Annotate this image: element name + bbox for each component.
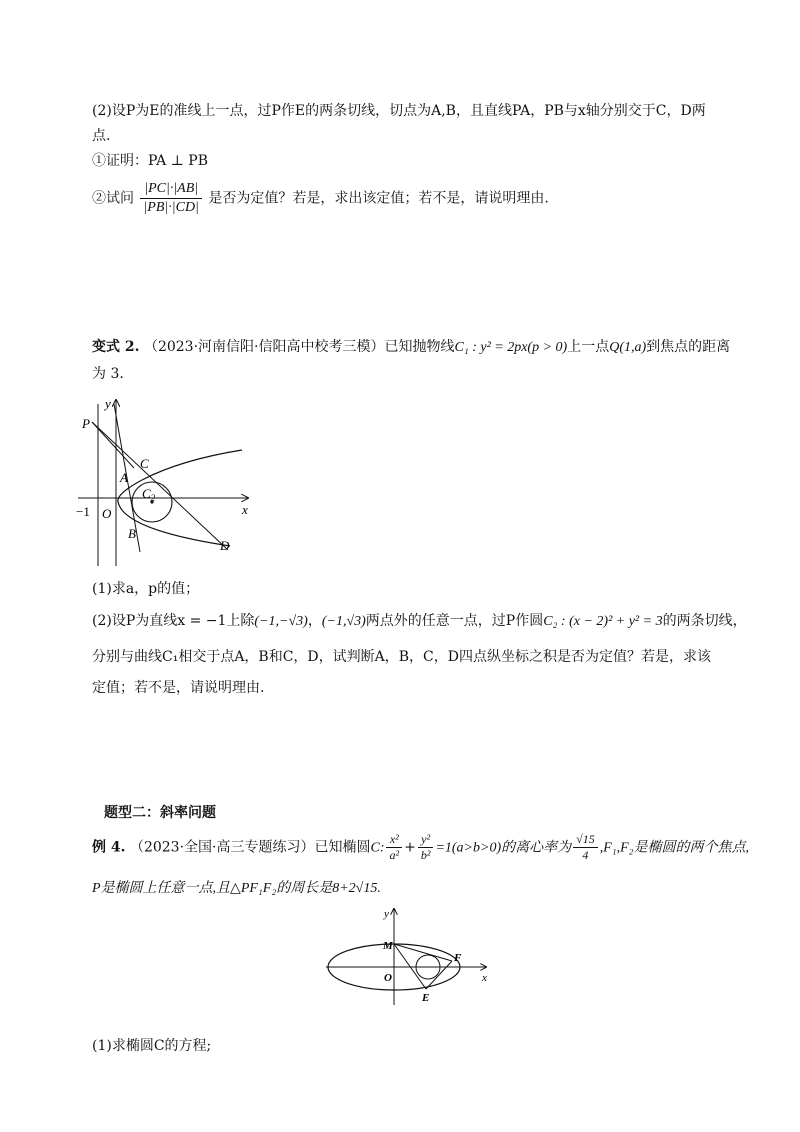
eccentricity-fraction xyxy=(573,832,598,863)
example-source: （2023·全国·高三专题练习）已知椭圆 xyxy=(129,839,371,856)
y-fraction-num: y² xyxy=(418,832,434,848)
q2-point2: (−1,√3) xyxy=(321,614,366,629)
question-2-line3: 定值；若不是，请说明理由. xyxy=(92,680,265,696)
label-a: A xyxy=(120,470,128,485)
q2-circle-eq: C₂ : (x − 2)² + y² = 3 xyxy=(543,614,663,629)
example-intro xyxy=(92,832,749,863)
eccentricity-num: √15 xyxy=(573,832,598,848)
segment-ef xyxy=(426,961,452,989)
question-2-line1 xyxy=(92,611,747,632)
ratio-fraction xyxy=(140,180,201,217)
q2-text-b: 两点外的任意一点，过P作圆 xyxy=(365,613,544,629)
question-suffix: 是否为定值？若是，求出该定值；若不是，请说明理由. xyxy=(208,190,549,207)
label-y: y xyxy=(105,396,111,411)
label-o: O xyxy=(102,506,112,521)
eccentricity-den: 4 xyxy=(582,848,589,862)
label-d: D xyxy=(220,538,230,553)
ratio-denominator: |PB|·|CD| xyxy=(143,200,199,215)
variant-point: Q(1,a) xyxy=(609,340,647,355)
question-2-line2: 分别与曲线C₁相交于点A，B和C，D，试判断A，B，C，D四点纵坐标之积是否为定值？若是，求该 xyxy=(92,649,711,665)
question-line xyxy=(92,180,549,217)
variant-line2: 为 3. xyxy=(92,366,124,382)
label-c2 xyxy=(142,486,156,503)
variant-source: （2023·河南信阳·信阳高中校考三模）已知抛物线 xyxy=(143,339,455,355)
question-3: (1)求椭圆C的方程; xyxy=(92,1038,212,1054)
example-text-end: ,F₁,F₂是椭圆的两个焦点, xyxy=(599,840,750,856)
example-eq-rest: =1(a>b>0)的离心率为 xyxy=(435,840,572,856)
label-y: y xyxy=(384,908,389,920)
label-o: O xyxy=(384,972,392,984)
example-label: 例 4. xyxy=(92,839,126,856)
label-f: F xyxy=(454,952,462,964)
label-neg1: −1 xyxy=(76,504,90,519)
example-line2: P是椭圆上任意一点,且△PF₁F₂的周长是8+2√15. xyxy=(92,881,381,896)
part2-line1: (2)设P为E的准线上一点，过P作E的两条切线，切点为A,B，且直线PA，PB与x轴分别交于C，D两 xyxy=(92,103,706,119)
variant-text-mid: 上一点 xyxy=(567,339,610,355)
q2-separator: ， xyxy=(307,613,322,629)
question-prefix: ②试问 xyxy=(92,190,134,207)
ratio-numerator: |PC|·|AB| xyxy=(140,180,201,199)
q2-text-a: (2)设P为直线x = −1上除 xyxy=(92,613,255,629)
label-c2-letter: C xyxy=(142,486,151,501)
label-c2-subscript: 2 xyxy=(150,493,156,503)
label-b: B xyxy=(128,526,136,541)
q2-point1: (−1,−√3) xyxy=(254,614,308,629)
variant-label: 变式 2. xyxy=(92,339,140,355)
parabola-circle-figure xyxy=(70,390,270,570)
example-eq-prefix: C: xyxy=(370,840,385,856)
proof-item: ①证明：PA ⊥ PB xyxy=(92,153,209,169)
label-x: x xyxy=(242,502,248,517)
variant-text-end: 到焦点的距离 xyxy=(646,339,731,355)
variant-intro xyxy=(92,337,730,358)
label-m: M xyxy=(383,940,393,952)
x-fraction-den: a² xyxy=(389,848,400,862)
x-fraction-num: x² xyxy=(386,832,402,848)
y-fraction xyxy=(418,832,434,863)
section-title: 题型二：斜率问题 xyxy=(104,805,216,821)
part2-line2: 点. xyxy=(92,128,111,144)
question-1: (1)求a，p的值； xyxy=(92,581,200,597)
x-fraction xyxy=(386,832,402,863)
variant-curve: C₁ : y² = 2px(p > 0) xyxy=(454,340,568,355)
q2-text-c: 的两条切线， xyxy=(662,613,747,629)
label-x: x xyxy=(482,972,487,984)
label-e: E xyxy=(422,992,430,1004)
y-fraction-den: b² xyxy=(420,848,431,862)
label-p: P xyxy=(82,416,90,431)
label-c: C xyxy=(140,456,149,471)
ellipse-figure xyxy=(322,905,492,1010)
plus-sign: + xyxy=(404,839,416,856)
